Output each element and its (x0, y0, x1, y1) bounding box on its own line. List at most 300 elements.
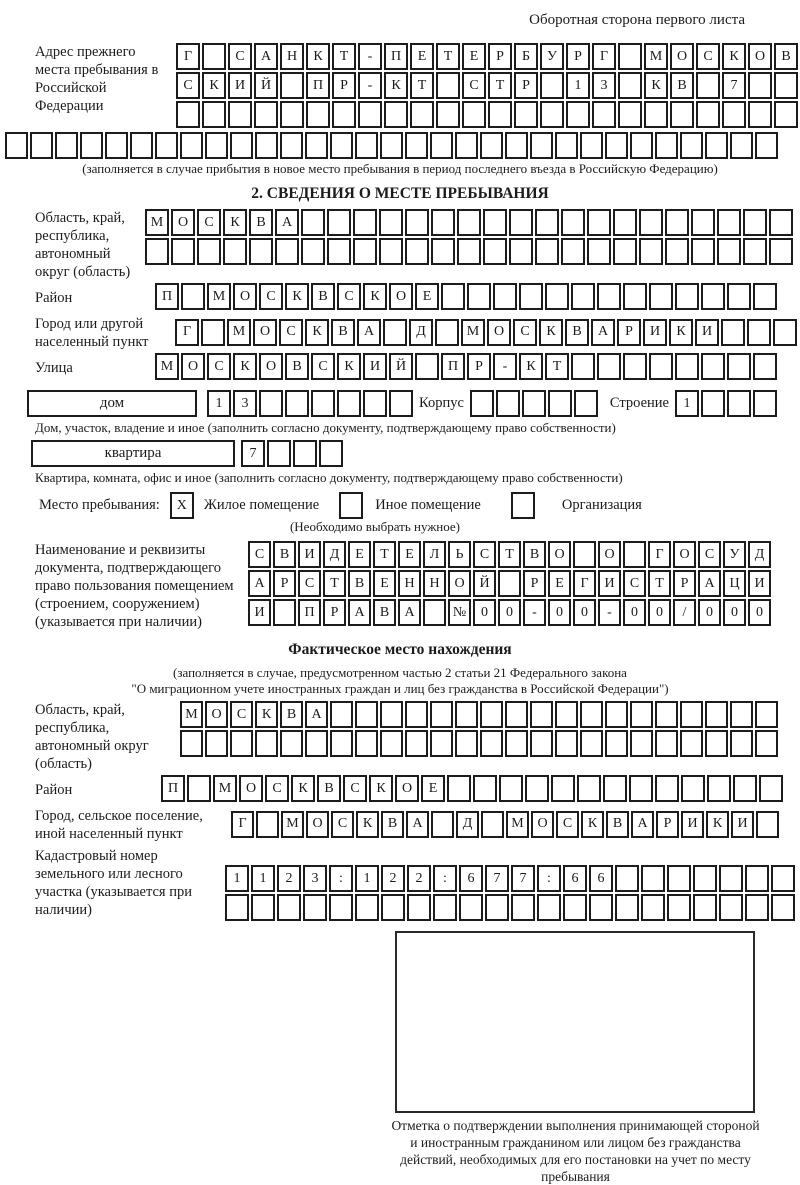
prev-address-row-3 (176, 101, 800, 128)
char-box: В (317, 775, 341, 802)
char-box (571, 353, 595, 380)
char-box (205, 730, 228, 757)
char-box: С (176, 72, 200, 99)
char-box (180, 730, 203, 757)
char-box (355, 894, 379, 921)
char-box (771, 894, 795, 921)
char-box (505, 701, 528, 728)
char-box (623, 283, 647, 310)
char-box: 3 (592, 72, 616, 99)
char-box: О (205, 701, 228, 728)
char-box: Р (656, 811, 679, 838)
char-box (639, 209, 663, 236)
char-box (384, 101, 408, 128)
char-box: О (548, 541, 571, 568)
char-box: К (539, 319, 563, 346)
char-box (353, 238, 377, 265)
char-box: О (487, 319, 511, 346)
char-box (680, 132, 703, 159)
char-box: В (774, 43, 798, 70)
char-box (722, 101, 746, 128)
char-box (630, 730, 653, 757)
char-box: К (384, 72, 408, 99)
char-box (249, 238, 273, 265)
char-box: 1 (251, 865, 275, 892)
char-box (603, 775, 627, 802)
char-box (355, 730, 378, 757)
char-box: О (239, 775, 263, 802)
char-box (771, 865, 795, 892)
dom-row (207, 390, 415, 417)
char-box (405, 238, 429, 265)
char-box (488, 101, 512, 128)
char-box (105, 132, 128, 159)
char-box (719, 894, 743, 921)
gorod-row (175, 319, 799, 346)
char-box: Б (514, 43, 538, 70)
char-box: И (228, 72, 252, 99)
char-box (228, 101, 252, 128)
char-box: 6 (459, 865, 483, 892)
char-box: П (298, 599, 321, 626)
char-box (5, 132, 28, 159)
char-box: Д (409, 319, 433, 346)
header-note: Оборотная сторона первого листа (529, 12, 745, 28)
char-box: К (644, 72, 668, 99)
char-box (255, 730, 278, 757)
char-box: С (298, 570, 321, 597)
char-box (577, 775, 601, 802)
document-block (0, 541, 800, 631)
char-box (355, 701, 378, 728)
char-box (423, 599, 446, 626)
char-box (681, 775, 705, 802)
char-box: А (357, 319, 381, 346)
gorod-label: Город или другой населенный пункт (35, 316, 149, 350)
ulitsa-block (0, 353, 800, 382)
stamp-box (395, 931, 755, 1113)
char-box (756, 811, 779, 838)
char-box (587, 238, 611, 265)
char-box: 6 (589, 865, 613, 892)
checkbox-zhiloe: X (170, 492, 194, 519)
mesto-block (39, 492, 800, 519)
oblast-row-2 (145, 238, 795, 265)
char-box (499, 775, 523, 802)
option-zhiloe-label: Жилое помещение (203, 497, 320, 513)
char-box (293, 440, 317, 467)
char-box (197, 238, 221, 265)
char-box: К (669, 319, 693, 346)
char-box: 3 (233, 390, 257, 417)
char-box (701, 390, 725, 417)
char-box: А (305, 701, 328, 728)
actual-location-title: Фактическое место нахождения (288, 641, 512, 658)
char-box: О (748, 43, 772, 70)
char-box: Р (566, 43, 590, 70)
char-box: Е (421, 775, 445, 802)
char-box: Д (748, 541, 771, 568)
prev-address-row-2 (176, 72, 800, 99)
char-box: О (389, 283, 413, 310)
char-box: Р (617, 319, 641, 346)
gorod-block (0, 315, 800, 351)
char-box (380, 132, 403, 159)
char-box (573, 541, 596, 568)
char-box (145, 238, 169, 265)
oblast2-block (0, 701, 800, 773)
char-box (30, 132, 53, 159)
char-box (493, 283, 517, 310)
char-box: К (356, 811, 379, 838)
dom-note: Дом, участок, владение и иное (заполнить согласно документу, подтверждающему право собственности) (35, 420, 616, 435)
gorod2-label: Город, сельское поселение, иной населенный пункт (35, 808, 203, 842)
char-box: Г (231, 811, 254, 838)
char-box: С (259, 283, 283, 310)
checkbox-inoe (339, 492, 363, 519)
char-box: - (598, 599, 621, 626)
char-box: С (462, 72, 486, 99)
char-box: № (448, 599, 471, 626)
char-box (303, 894, 327, 921)
char-box (566, 101, 590, 128)
char-box (649, 353, 673, 380)
char-box (201, 319, 225, 346)
char-box: 0 (473, 599, 496, 626)
char-box: М (145, 209, 169, 236)
char-box: И (748, 570, 771, 597)
dom-block (27, 390, 800, 417)
char-box: К (255, 701, 278, 728)
char-box (405, 209, 429, 236)
char-box (80, 132, 103, 159)
char-box: С (230, 701, 253, 728)
char-box: 1 (207, 390, 231, 417)
char-box (535, 238, 559, 265)
char-box: 7 (241, 440, 265, 467)
char-box: - (358, 72, 382, 99)
char-box: В (311, 283, 335, 310)
char-box: О (171, 209, 195, 236)
char-box: В (249, 209, 273, 236)
char-box: И (731, 811, 754, 838)
char-box (431, 238, 455, 265)
char-box (259, 390, 283, 417)
char-box: Е (373, 570, 396, 597)
char-box: С (207, 353, 231, 380)
char-box: К (363, 283, 387, 310)
char-box: Г (648, 541, 671, 568)
kvartira-note: Квартира, комната, офис и иное (заполнить согласно документу, подтверждающему право собственности) (35, 470, 623, 485)
char-box (330, 701, 353, 728)
char-box (514, 101, 538, 128)
char-box: Т (488, 72, 512, 99)
char-box: К (722, 43, 746, 70)
char-box: В (606, 811, 629, 838)
char-box (280, 730, 303, 757)
char-box (745, 894, 769, 921)
char-box: М (207, 283, 231, 310)
char-box (641, 865, 665, 892)
oblast2-row-2 (180, 730, 780, 757)
char-box (363, 390, 387, 417)
char-box: О (670, 43, 694, 70)
raion-row (155, 283, 779, 310)
char-box: А (591, 319, 615, 346)
char-box (730, 132, 753, 159)
char-box: И (695, 319, 719, 346)
char-box (592, 101, 616, 128)
char-box (225, 894, 249, 921)
char-box: Ц (723, 570, 746, 597)
char-box: / (673, 599, 696, 626)
gorod2-row (231, 811, 781, 838)
char-box (623, 353, 647, 380)
char-box (665, 209, 689, 236)
char-box (509, 209, 533, 236)
char-box: К (369, 775, 393, 802)
char-box (202, 43, 226, 70)
char-box (380, 701, 403, 728)
char-box (743, 238, 767, 265)
char-box (721, 319, 745, 346)
char-box (540, 72, 564, 99)
char-box (483, 209, 507, 236)
char-box (337, 390, 361, 417)
char-box: Р (514, 72, 538, 99)
char-box (441, 283, 465, 310)
char-box: Е (548, 570, 571, 597)
char-box (649, 283, 673, 310)
char-box: К (223, 209, 247, 236)
char-box: О (259, 353, 283, 380)
kvartira-box-label: квартира (31, 440, 235, 467)
char-box (705, 132, 728, 159)
char-box (457, 209, 481, 236)
document-row-3 (248, 599, 773, 626)
char-box: С (311, 353, 335, 380)
char-box: К (706, 811, 729, 838)
char-box: Г (176, 43, 200, 70)
char-box: А (406, 811, 429, 838)
char-box (545, 283, 569, 310)
char-box (680, 730, 703, 757)
char-box (280, 101, 304, 128)
char-box (305, 730, 328, 757)
char-box (255, 132, 278, 159)
char-box: Й (254, 72, 278, 99)
char-box (655, 701, 678, 728)
char-box: О (395, 775, 419, 802)
char-box (410, 101, 434, 128)
char-box (774, 101, 798, 128)
raion2-row (161, 775, 785, 802)
char-box (430, 730, 453, 757)
char-box: 3 (303, 865, 327, 892)
char-box (597, 283, 621, 310)
char-box (470, 390, 494, 417)
char-box: К (285, 283, 309, 310)
char-box (436, 101, 460, 128)
kvartira-block (31, 440, 800, 467)
char-box: У (540, 43, 564, 70)
char-box: 0 (698, 599, 721, 626)
char-box: Р (323, 599, 346, 626)
char-box (358, 101, 382, 128)
char-box: Г (175, 319, 199, 346)
char-box (693, 894, 717, 921)
char-box (180, 132, 203, 159)
char-box: Е (462, 43, 486, 70)
char-box: Т (410, 72, 434, 99)
gorod2-block (0, 807, 800, 843)
char-box (202, 101, 226, 128)
char-box (330, 132, 353, 159)
stroenie-label: Строение (609, 395, 669, 411)
char-box (306, 101, 330, 128)
char-box: 1 (355, 865, 379, 892)
char-box (480, 701, 503, 728)
char-box (670, 101, 694, 128)
char-box (405, 730, 428, 757)
char-box (618, 72, 642, 99)
char-box (473, 775, 497, 802)
char-box (655, 775, 679, 802)
char-box (330, 730, 353, 757)
char-box (555, 132, 578, 159)
char-box: О (306, 811, 329, 838)
char-box (254, 101, 278, 128)
char-box: Г (573, 570, 596, 597)
char-box (530, 132, 553, 159)
char-box (535, 209, 559, 236)
char-box (496, 390, 520, 417)
char-box (719, 865, 743, 892)
char-box (655, 132, 678, 159)
char-box (301, 238, 325, 265)
char-box (605, 701, 628, 728)
char-box: Т (498, 541, 521, 568)
char-box: М (155, 353, 179, 380)
char-box (525, 775, 549, 802)
char-box (613, 238, 637, 265)
char-box (743, 209, 767, 236)
char-box (305, 132, 328, 159)
char-box: М (281, 811, 304, 838)
document-label: Наименование и реквизиты документа, подтверждающего право пользования помещением (строением, сооружением) (указывается при наличии) (35, 542, 234, 630)
char-box (280, 132, 303, 159)
actual-location-note-2: "О миграционном учете иностранных граждан и лиц без гражданства в Российской Федерации") (131, 681, 669, 696)
char-box: Р (273, 570, 296, 597)
char-box: Д (456, 811, 479, 838)
ulitsa-label: Улица (35, 359, 73, 376)
char-box (311, 390, 335, 417)
char-box: 0 (498, 599, 521, 626)
char-box (176, 101, 200, 128)
char-box (675, 353, 699, 380)
char-box (773, 319, 797, 346)
char-box: П (306, 72, 330, 99)
prev-address-row-4 (5, 132, 800, 159)
char-box (730, 701, 753, 728)
kvartira-row (241, 440, 345, 467)
char-box: С (343, 775, 367, 802)
char-box (467, 283, 491, 310)
char-box: П (155, 283, 179, 310)
char-box: 1 (225, 865, 249, 892)
korpus-label: Корпус (419, 395, 464, 411)
char-box: В (280, 701, 303, 728)
char-box (555, 701, 578, 728)
char-box (769, 238, 793, 265)
char-box (353, 209, 377, 236)
char-box (707, 775, 731, 802)
char-box (675, 283, 699, 310)
char-box (727, 390, 751, 417)
mesto-note: (Необходимо выбрать нужное) (289, 519, 461, 534)
char-box: А (631, 811, 654, 838)
char-box (587, 209, 611, 236)
char-box: А (254, 43, 278, 70)
char-box (665, 238, 689, 265)
char-box (459, 894, 483, 921)
char-box (329, 894, 353, 921)
char-box (181, 283, 205, 310)
char-box (615, 894, 639, 921)
char-box: П (441, 353, 465, 380)
kadastr-row-1 (225, 865, 797, 892)
char-box: В (381, 811, 404, 838)
char-box: Р (523, 570, 546, 597)
char-box: С (698, 541, 721, 568)
char-box (755, 701, 778, 728)
char-box (155, 132, 178, 159)
char-box (256, 811, 279, 838)
char-box (435, 319, 459, 346)
char-box: 7 (722, 72, 746, 99)
char-box: Т (648, 570, 671, 597)
char-box (530, 701, 553, 728)
char-box: - (493, 353, 517, 380)
char-box (389, 390, 413, 417)
char-box (629, 775, 653, 802)
char-box: : (329, 865, 353, 892)
char-box (691, 209, 715, 236)
char-box: 7 (511, 865, 535, 892)
char-box: 1 (566, 72, 590, 99)
char-box (415, 353, 439, 380)
char-box (555, 730, 578, 757)
char-box (618, 43, 642, 70)
char-box: О (233, 283, 257, 310)
char-box (748, 72, 772, 99)
char-box (431, 209, 455, 236)
char-box (561, 209, 585, 236)
char-box (381, 894, 405, 921)
char-box (630, 132, 653, 159)
char-box: Т (545, 353, 569, 380)
char-box: Е (410, 43, 434, 70)
char-box (223, 238, 247, 265)
char-box (691, 238, 715, 265)
char-box (480, 730, 503, 757)
raion-label: Район (35, 289, 73, 306)
char-box: О (448, 570, 471, 597)
char-box (667, 865, 691, 892)
kadastr-block (0, 847, 800, 923)
char-box (755, 730, 778, 757)
char-box (769, 209, 793, 236)
